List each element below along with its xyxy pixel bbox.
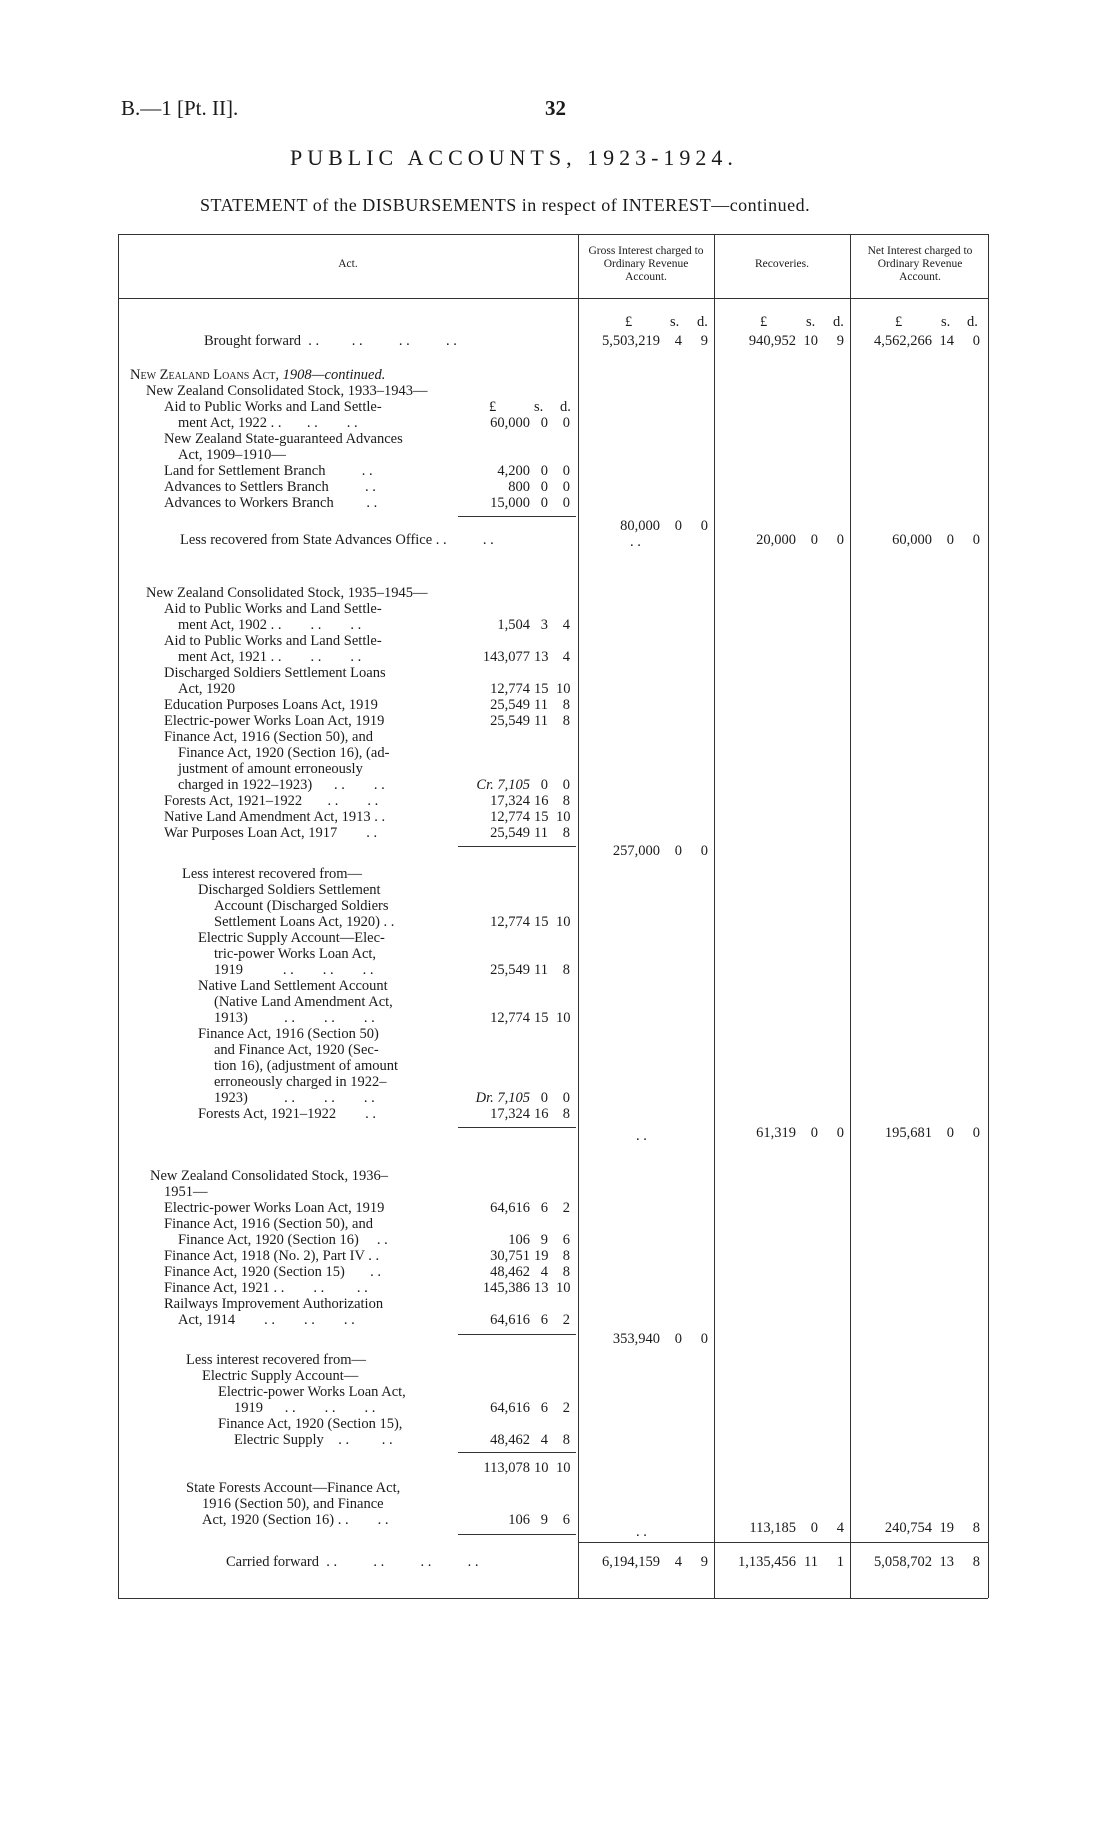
section3-amount-d: 2 [562, 1200, 570, 1216]
table-left-rule [118, 234, 119, 1598]
page-subtitle: STATEMENT of the DISBURSEMENTS in respect of INTEREST—continued. [200, 195, 811, 215]
section3-amount-d: 2 [562, 1312, 570, 1328]
section3-amount-d: 6 [562, 1232, 570, 1248]
section2-less-amount-s: 15 [534, 914, 549, 930]
section2-net-pounds: 195,681 [884, 1125, 932, 1141]
section2-less-line: tric-power Works Loan Act, [214, 946, 377, 962]
section3-amount-s: 19 [534, 1248, 549, 1264]
section2-less-amount-s: 0 [540, 1090, 548, 1106]
carried-forward-gross-s: 4 [674, 1554, 682, 1570]
section2-less-line: Settlement Loans Act, 1920) . . [214, 914, 395, 930]
section3-gross-dots: . . [636, 1524, 647, 1540]
currency-shillings: s. [534, 399, 544, 415]
section2-subtotal-rule [458, 846, 576, 847]
section2-amount-pounds: 1,504 [497, 617, 530, 633]
section2-line: charged in 1922–1923) . . . . [178, 777, 385, 793]
currency-pence: d. [833, 314, 844, 330]
section2-less-amount-pounds: 12,774 [490, 914, 530, 930]
section3-line: Electric-power Works Loan Act, 1919 [164, 1200, 385, 1216]
section3-less-amount-d: 6 [562, 1512, 570, 1528]
currency-pence: d. [560, 399, 571, 415]
currency-pence: d. [967, 314, 978, 330]
section2-amount-pounds: Cr. 7,105 [476, 777, 530, 793]
section3-less-line: Electric Supply Account— [202, 1368, 359, 1384]
section1-net-s: 0 [946, 532, 954, 548]
section2-gross-dots: . . [636, 1128, 647, 1144]
section1-line: Land for Settlement Branch . . [164, 463, 373, 479]
carried-forward-rule [578, 1542, 988, 1543]
section2-less-amount-pounds: 25,549 [490, 962, 530, 978]
section1-recoveries-d: 0 [836, 532, 844, 548]
section1-gross-s: 0 [674, 518, 682, 534]
brought-forward-net-d: 0 [972, 333, 980, 349]
currency-shillings: s. [670, 314, 680, 330]
section3-less-amount-s: 10 [534, 1460, 549, 1476]
page-reference: B.—1 [Pt. II]. [121, 96, 239, 120]
section2-less-amount-pounds: 17,324 [490, 1106, 530, 1122]
section2-amount-s: 15 [534, 809, 549, 825]
section3-less-line: Act, 1920 (Section 16) . . . . [202, 1512, 389, 1528]
section3-amount-pounds: 106 [508, 1232, 530, 1248]
section2-stock: New Zealand Consolidated Stock, 1935–1945— [146, 585, 428, 601]
section2-amount-d: 0 [562, 777, 570, 793]
section1-line: ment Act, 1922 . . . . . . [178, 415, 358, 431]
section2-amount-d: 8 [562, 697, 570, 713]
section2-line: Aid to Public Works and Land Settle- [164, 633, 382, 649]
table-bottom-rule [118, 1598, 988, 1599]
section3-amount-pounds: 64,616 [490, 1312, 530, 1328]
section2-line: Discharged Soldiers Settlement Loans [164, 665, 386, 681]
section1-line: Advances to Workers Branch . . [164, 495, 378, 511]
section3-less-amount-d: 2 [562, 1400, 570, 1416]
section1-net-pounds: 60,000 [892, 532, 932, 548]
section2-less-amount-d: 8 [562, 1106, 570, 1122]
section2-gross-pounds: 257,000 [612, 843, 660, 859]
section2-amount-pounds: 25,549 [490, 713, 530, 729]
section2-recoveries-d: 0 [836, 1125, 844, 1141]
section2-gross-d: 0 [700, 843, 708, 859]
section2-less-line: Less interest recovered from— [182, 866, 362, 882]
section2-line: Forests Act, 1921–1922 . . . . [164, 793, 379, 809]
section2-amount-d: 4 [562, 649, 570, 665]
section1-heading-rest: , 1908—continued. [275, 367, 386, 383]
section3-net-d: 8 [972, 1520, 980, 1536]
section2-less-line: and Finance Act, 1920 (Sec- [214, 1042, 379, 1058]
section3-amount-s: 4 [540, 1264, 548, 1280]
carried-forward-recoveries-pounds: 1,135,456 [738, 1554, 796, 1570]
section3-line: Railways Improvement Authorization [164, 1296, 384, 1312]
section1-heading-act: New Zealand Loans Act [130, 367, 276, 383]
section3-less-line: Finance Act, 1920 (Section 15), [218, 1416, 403, 1432]
section3-less-line: Electric-power Works Loan Act, [218, 1384, 406, 1400]
section2-amount-s: 15 [534, 681, 549, 697]
section2-line: War Purposes Loan Act, 1917 . . [164, 825, 378, 841]
section3-less-amount-d: 8 [562, 1432, 570, 1448]
section2-less-subtotal-rule [458, 1127, 576, 1128]
section2-amount-pounds: 12,774 [490, 681, 530, 697]
section2-less-line: 1923) . . . . . . [214, 1090, 375, 1106]
brought-forward-recoveries-s: 10 [803, 333, 818, 349]
section2-less-line: (Native Land Amendment Act, [214, 994, 393, 1010]
currency-pound: £ [625, 314, 633, 330]
section3-subtotal-rule [458, 1334, 576, 1335]
carried-forward-label: Carried forward . . . . . . . . [226, 1554, 479, 1570]
section2-line: ment Act, 1921 . . . . . . [178, 649, 362, 665]
section1-net-d: 0 [972, 532, 980, 548]
section1-stock: New Zealand Consolidated Stock, 1933–1943— [146, 383, 428, 399]
carried-forward-net-d: 8 [972, 1554, 980, 1570]
section2-line: ment Act, 1902 . . . . . . [178, 617, 362, 633]
section3-gross-d: 0 [700, 1331, 708, 1347]
section2-amount-pounds: 12,774 [490, 809, 530, 825]
column-divider-net [850, 234, 851, 1598]
section3-less-subtotal-rule [458, 1452, 576, 1453]
brought-forward-net-pounds: 4,562,266 [874, 333, 932, 349]
section2-less-amount-s: 15 [534, 1010, 549, 1026]
section2-gross-s: 0 [674, 843, 682, 859]
section2-amount-d: 8 [562, 825, 570, 841]
section3-stock-years: 1951— [164, 1184, 208, 1200]
section2-less-line: Account (Discharged Soldiers [214, 898, 389, 914]
section2-amount-pounds: 25,549 [490, 825, 530, 841]
section1-gross-d: 0 [700, 518, 708, 534]
brought-forward-gross-d: 9 [700, 333, 708, 349]
section1-amount-pounds: 15,000 [490, 495, 530, 511]
section1-recoveries-pounds: 20,000 [756, 532, 796, 548]
section1-gross-pounds: 80,000 [620, 518, 660, 534]
brought-forward-recoveries-pounds: 940,952 [748, 333, 796, 349]
section2-less-amount-d: 0 [562, 1090, 570, 1106]
section2-amount-s: 16 [534, 793, 549, 809]
table-header-rule [118, 298, 988, 299]
section3-line: Finance Act, 1921 . . . . . . [164, 1280, 368, 1296]
section2-less-line: Forests Act, 1921–1922 . . [198, 1106, 377, 1122]
section2-amount-s: 11 [534, 697, 548, 713]
section1-amount-d: 0 [562, 495, 570, 511]
section3-less-line: 1919 . . . . . . [234, 1400, 376, 1416]
section3-less-amount-s: 6 [540, 1400, 548, 1416]
section2-less-amount-s: 11 [534, 962, 548, 978]
section2-less-line: 1919 . . . . . . [214, 962, 374, 978]
section2-amount-pounds: 143,077 [482, 649, 530, 665]
section3-amount-pounds: 145,386 [482, 1280, 530, 1296]
section2-less-line: erroneously charged in 1922– [214, 1074, 387, 1090]
currency-pence: d. [697, 314, 708, 330]
section1-amount-s: 0 [540, 463, 548, 479]
section2-amount-s: 11 [534, 825, 548, 841]
section2-less-amount-pounds: 12,774 [490, 1010, 530, 1026]
brought-forward-gross-pounds: 5,503,219 [602, 333, 660, 349]
section3-amount-pounds: 48,462 [490, 1264, 530, 1280]
brought-forward-net-s: 14 [939, 333, 954, 349]
section1-line: New Zealand State-guaranteed Advances [164, 431, 403, 447]
brought-forward-recoveries-d: 9 [836, 333, 844, 349]
section3-gross-s: 0 [674, 1331, 682, 1347]
section2-recoveries-pounds: 61,319 [756, 1125, 796, 1141]
brought-forward-label: Brought forward . . . . . . . . [204, 333, 457, 349]
section3-less-amount-pounds: 64,616 [490, 1400, 530, 1416]
table-right-rule [988, 234, 989, 1598]
section3-amount-pounds: 64,616 [490, 1200, 530, 1216]
carried-forward-recoveries-s: 11 [804, 1554, 818, 1570]
section2-line: Native Land Amendment Act, 1913 . . [164, 809, 386, 825]
column-header-net: Net Interest charged to Ordinary Revenue Account. [867, 245, 973, 283]
section2-amount-pounds: 17,324 [490, 793, 530, 809]
section1-subtotal-rule [458, 516, 576, 517]
section2-line: Finance Act, 1920 (Section 16), (ad- [178, 745, 390, 761]
section2-line: Electric-power Works Loan Act, 1919 [164, 713, 385, 729]
section3-less-total-rule [458, 1534, 576, 1535]
section3-less-amount-d: 10 [556, 1460, 571, 1476]
section2-less-amount-d: 8 [562, 962, 570, 978]
carried-forward-recoveries-d: 1 [836, 1554, 844, 1570]
section1-gross-dots: . . [630, 534, 641, 550]
column-header-act: Act. [338, 258, 358, 270]
section2-line: Aid to Public Works and Land Settle- [164, 601, 382, 617]
section3-amount-s: 13 [534, 1280, 549, 1296]
section3-less-amount-pounds: 48,462 [490, 1432, 530, 1448]
section3-less-amount-pounds: 113,078 [483, 1460, 530, 1476]
section2-amount-s: 3 [540, 617, 548, 633]
section1-heading [130, 367, 385, 383]
section3-stock: New Zealand Consolidated Stock, 1936– [150, 1168, 388, 1184]
section2-less-line: Discharged Soldiers Settlement [198, 882, 381, 898]
section3-amount-pounds: 30,751 [490, 1248, 530, 1264]
section2-less-amount-d: 10 [556, 914, 571, 930]
table-top-rule [118, 234, 988, 235]
section3-less-amount-s: 9 [540, 1512, 548, 1528]
section1-amount-d: 0 [562, 415, 570, 431]
section2-amount-d: 8 [562, 713, 570, 729]
carried-forward-net-pounds: 5,058,702 [874, 1554, 932, 1570]
carried-forward-gross-d: 9 [700, 1554, 708, 1570]
section3-line: Finance Act, 1920 (Section 15) . . [164, 1264, 382, 1280]
section1-amount-s: 0 [540, 479, 548, 495]
section1-amount-pounds: 800 [508, 479, 530, 495]
section2-recoveries-s: 0 [810, 1125, 818, 1141]
section2-line: Finance Act, 1916 (Section 50), and [164, 729, 373, 745]
section1-amount-d: 0 [562, 463, 570, 479]
section2-amount-d: 8 [562, 793, 570, 809]
section3-amount-s: 9 [540, 1232, 548, 1248]
section3-amount-d: 10 [556, 1280, 571, 1296]
carried-forward-gross-pounds: 6,194,159 [602, 1554, 660, 1570]
section3-less-amount-pounds: 106 [508, 1512, 530, 1528]
currency-pound: £ [489, 399, 497, 415]
section2-amount-d: 10 [556, 681, 571, 697]
section3-line: Finance Act, 1920 (Section 16) . . [178, 1232, 388, 1248]
column-divider-gross [578, 234, 579, 1598]
section1-less-recovered: Less recovered from State Advances Office . . . . [180, 532, 494, 548]
section1-amount-d: 0 [562, 479, 570, 495]
section2-amount-d: 10 [556, 809, 571, 825]
section2-less-line: Native Land Settlement Account [198, 978, 388, 994]
currency-shillings: s. [806, 314, 816, 330]
section3-less-amount-s: 4 [540, 1432, 548, 1448]
section1-line: Advances to Settlers Branch . . [164, 479, 376, 495]
section2-less-amount-d: 10 [556, 1010, 571, 1026]
section2-amount-pounds: 25,549 [490, 697, 530, 713]
section1-line: Aid to Public Works and Land Settle- [164, 399, 382, 415]
page-number: 32 [545, 96, 566, 120]
section2-line: Act, 1920 [178, 681, 236, 697]
section3-line: Finance Act, 1918 (No. 2), Part IV . . [164, 1248, 380, 1264]
section2-less-amount-pounds: Dr. 7,105 [475, 1090, 530, 1106]
section1-amount-s: 0 [540, 415, 548, 431]
currency-pound: £ [895, 314, 903, 330]
column-divider-recoveries [714, 234, 715, 1598]
section3-less-line: 1916 (Section 50), and Finance [202, 1496, 384, 1512]
brought-forward-gross-s: 4 [674, 333, 682, 349]
section3-line: Finance Act, 1916 (Section 50), and [164, 1216, 373, 1232]
section3-gross-pounds: 353,940 [612, 1331, 660, 1347]
section3-recoveries-d: 4 [836, 1520, 844, 1536]
section3-amount-s: 6 [540, 1200, 548, 1216]
section2-less-amount-s: 16 [534, 1106, 549, 1122]
page-title: PUBLIC ACCOUNTS, 1923-1924. [290, 145, 738, 170]
section2-amount-s: 0 [540, 777, 548, 793]
section2-less-line: tion 16), (adjustment of amount [214, 1058, 399, 1074]
section2-net-s: 0 [946, 1125, 954, 1141]
section1-recoveries-s: 0 [810, 532, 818, 548]
section1-amount-pounds: 60,000 [490, 415, 530, 431]
currency-pound: £ [760, 314, 768, 330]
column-header-recoveries: Recoveries. [755, 258, 809, 270]
section3-less-line: Electric Supply . . . . [234, 1432, 393, 1448]
carried-forward-net-s: 13 [939, 1554, 954, 1570]
column-header-gross: Gross Interest charged to Ordinary Revenue Account. [588, 245, 704, 283]
section1-amount-s: 0 [540, 495, 548, 511]
section2-line: Education Purposes Loans Act, 1919 [164, 697, 378, 713]
section3-amount-d: 8 [562, 1248, 570, 1264]
section2-line: justment of amount erroneously [178, 761, 363, 777]
section2-less-line: 1913) . . . . . . [214, 1010, 375, 1026]
section2-net-d: 0 [972, 1125, 980, 1141]
section1-amount-pounds: 4,200 [497, 463, 530, 479]
section1-line: Act, 1909–1910— [178, 447, 286, 463]
section2-amount-s: 13 [534, 649, 549, 665]
section3-recoveries-s: 0 [810, 1520, 818, 1536]
section2-less-line: Electric Supply Account—Elec- [198, 930, 385, 946]
section2-amount-d: 4 [562, 617, 570, 633]
section3-less-line: State Forests Account—Finance Act, [186, 1480, 401, 1496]
section3-amount-d: 8 [562, 1264, 570, 1280]
section2-less-line: Finance Act, 1916 (Section 50) [198, 1026, 379, 1042]
section3-amount-s: 6 [540, 1312, 548, 1328]
section3-line: Act, 1914 . . . . . . [178, 1312, 355, 1328]
section3-less-line: Less interest recovered from— [186, 1352, 366, 1368]
section3-net-s: 19 [939, 1520, 954, 1536]
currency-shillings: s. [941, 314, 951, 330]
section2-amount-s: 11 [534, 713, 548, 729]
section3-recoveries-pounds: 113,185 [749, 1520, 796, 1536]
section3-net-pounds: 240,754 [884, 1520, 932, 1536]
